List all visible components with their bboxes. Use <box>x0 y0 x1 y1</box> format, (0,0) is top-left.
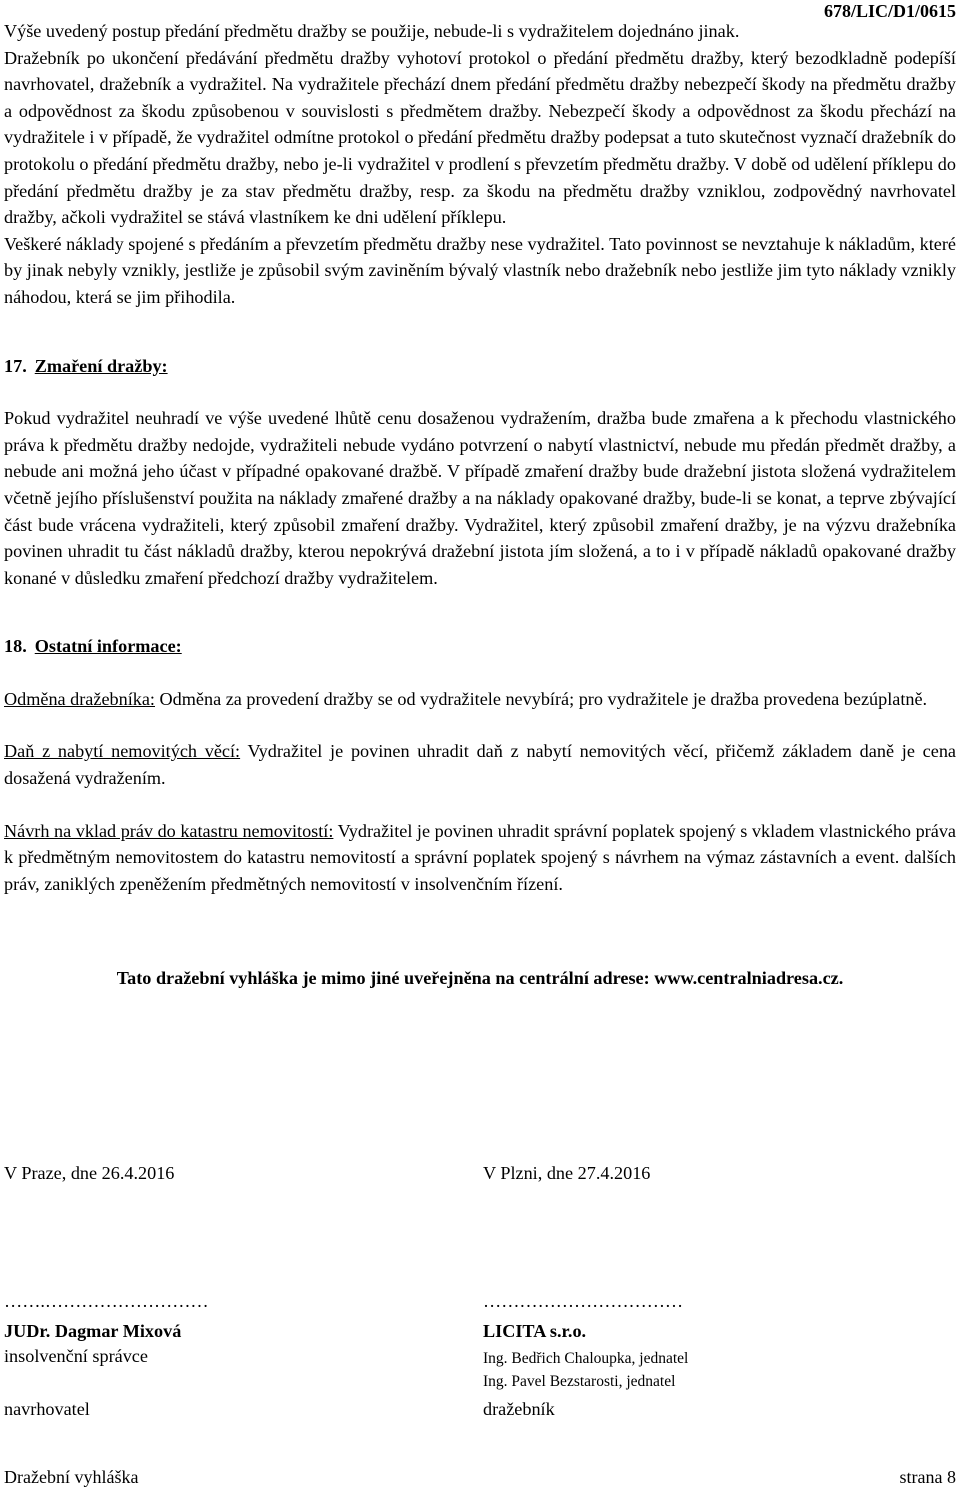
signature-left-line: …….……………………… <box>4 1291 209 1311</box>
section-17-body: Pokud vydražitel neuhradí ve výše uvedené lhůtě cenu dosaženou vydražením, dražba bude zmařena a k přechodu vlastnického práva k předmětu dražby nedojde, vydražiteli nebude vydáno potvrzení o nabytí vlastnictví, nebude mu předán předmět dražby, a nebude ani možná jeho účast v případné opakované dražbě. V případě zmaření dražby bude dražební jistota složená vydražitelem včetně jejího příslušenství použita na náklady zmařené dražby a na náklady opakované dražby, bude-li se konat, a teprve zbývající část bude vrácena vydražiteli, který způsobil zmaření dražby. Vydražitel, který způsobil zmaření dražby, je na výzvu dražebníka povinen uhradit tu část nákladů dražby, kterou nepokrývá dražební jistota jím složená, a to i v případě nákladů opakované dražby konané v důsledku zmaření předchozí dražby vydražitelem. <box>4 408 956 588</box>
signature-right-person-2: Ing. Pavel Bezstarosti, jednatel <box>483 1373 676 1390</box>
intro-paragraph-3: Veškeré náklady spojené s předáním a převzetím předmětu dražby nese vydražitel. Tato povinnost se nevztahuje k nákladům, které by jinak nebyly vznikly, jestliže je způsobil svým zaviněním bývalý vlastník nebo dražebník nebo jestliže jim tyto náklady vznikly náhodou, která se jim přihodila. <box>4 233 956 307</box>
signature-right <box>483 1160 953 1419</box>
item-reward-text: Odměna za provedení dražby se od vydražitele nevybírá; pro vydražitele je dražba provedena bezúplatně. <box>155 688 928 709</box>
footer-page-number: strana 8 <box>899 1467 956 1487</box>
item-reward-label: Odměna dražebníka: <box>4 688 155 709</box>
section-18-heading <box>4 633 956 660</box>
section-18-item-cadastre <box>4 818 956 898</box>
section-18-item-tax <box>4 738 956 791</box>
section-18-number: 18. <box>4 636 27 657</box>
signature-right-date: V Plzni, dne 27.4.2016 <box>483 1163 651 1183</box>
item-tax-text: Vydražitel je povinen uhradit daň z nabytí nemovitých věcí, přičemž základem daně je cena dosažená vydražením. <box>4 741 956 789</box>
signature-left-role: insolvenční správce <box>4 1346 148 1366</box>
intro-paragraph-2: Dražebník po ukončení předávání předmětu dražby vyhotoví protokol o předání předmětu dražby, který bezodkladně podepíší navrhovatel, dražebník a vydražitel. Na vydražitele přechází dnem předání předmětu dražby nebezpečí škody na předmětu dražby a odpovědnost za škodu způsobenou v souvislosti s předmětem dražby. Nebezpečí škody a odpovědnost za škodu přechází na vydražitele i v případě, že vydražitel odmítne protokol o předání předmětu dražby podepsat a tuto skutečnost vyznačí dražebník do protokolu o předání předmětu dražby, nebo je-li vydražitel v prodlení s převzetím předmětu dražby. V době od udělení příklepu do předání předmětu dražby je za stav předmětu dražby, resp. za škodu na předmětu dražby vzniklou, zodpovědný navrhovatel dražby, ačkoli vydražitel se stává vlastníkem ke dni udělení příklepu. <box>4 47 956 228</box>
signature-left-party: navrhovatel <box>4 1399 90 1419</box>
signature-left-date: V Praze, dne 26.4.2016 <box>4 1163 175 1183</box>
section-17-number: 17. <box>4 355 27 376</box>
section-18-item-reward <box>4 686 956 713</box>
section-17-heading <box>4 353 956 380</box>
section-17-title: Zmaření dražby: <box>34 355 168 376</box>
document-body <box>4 18 956 992</box>
signature-right-party: dražebník <box>483 1399 555 1419</box>
publication-note: Tato dražební vyhláška je mimo jiné uveřejněna na centrální adrese: www.centralniadresa.cz. <box>116 968 844 989</box>
intro-paragraph-1: Výše uvedený postup předání předmětu dražby se použije, nebude-li s vydražitelem dojednáno jinak. <box>4 21 740 41</box>
signature-right-name: LICITA s.r.o. <box>483 1321 587 1341</box>
signature-left <box>4 1160 474 1419</box>
signature-left-name: JUDr. Dagmar Mixová <box>4 1321 182 1341</box>
footer-document-title: Dražební vyhláška <box>4 1467 139 1487</box>
section-18-title: Ostatní informace: <box>34 636 182 657</box>
item-tax-label: Daň z nabytí nemovitých věcí: <box>4 741 241 762</box>
signature-right-line: …………………………… <box>483 1291 684 1311</box>
item-cadastre-label: Návrh na vklad práv do katastru nemovitostí: <box>4 820 334 841</box>
document-reference-number: 678/LIC/D1/0615 <box>823 1 956 21</box>
item-cadastre-text: Vydražitel je povinen uhradit správní poplatek spojený s vkladem vlastnického práva k předmětným nemovitostem do katastru nemovitostí a správní poplatek spojený s návrhem na výmaz zástavních a event. dalších práv, zaniklých zpeněžením předmětných nemovitostí v insolvenčním řízení. <box>4 820 956 894</box>
signature-right-person-1: Ing. Bedřich Chaloupka, jednatel <box>483 1350 689 1367</box>
